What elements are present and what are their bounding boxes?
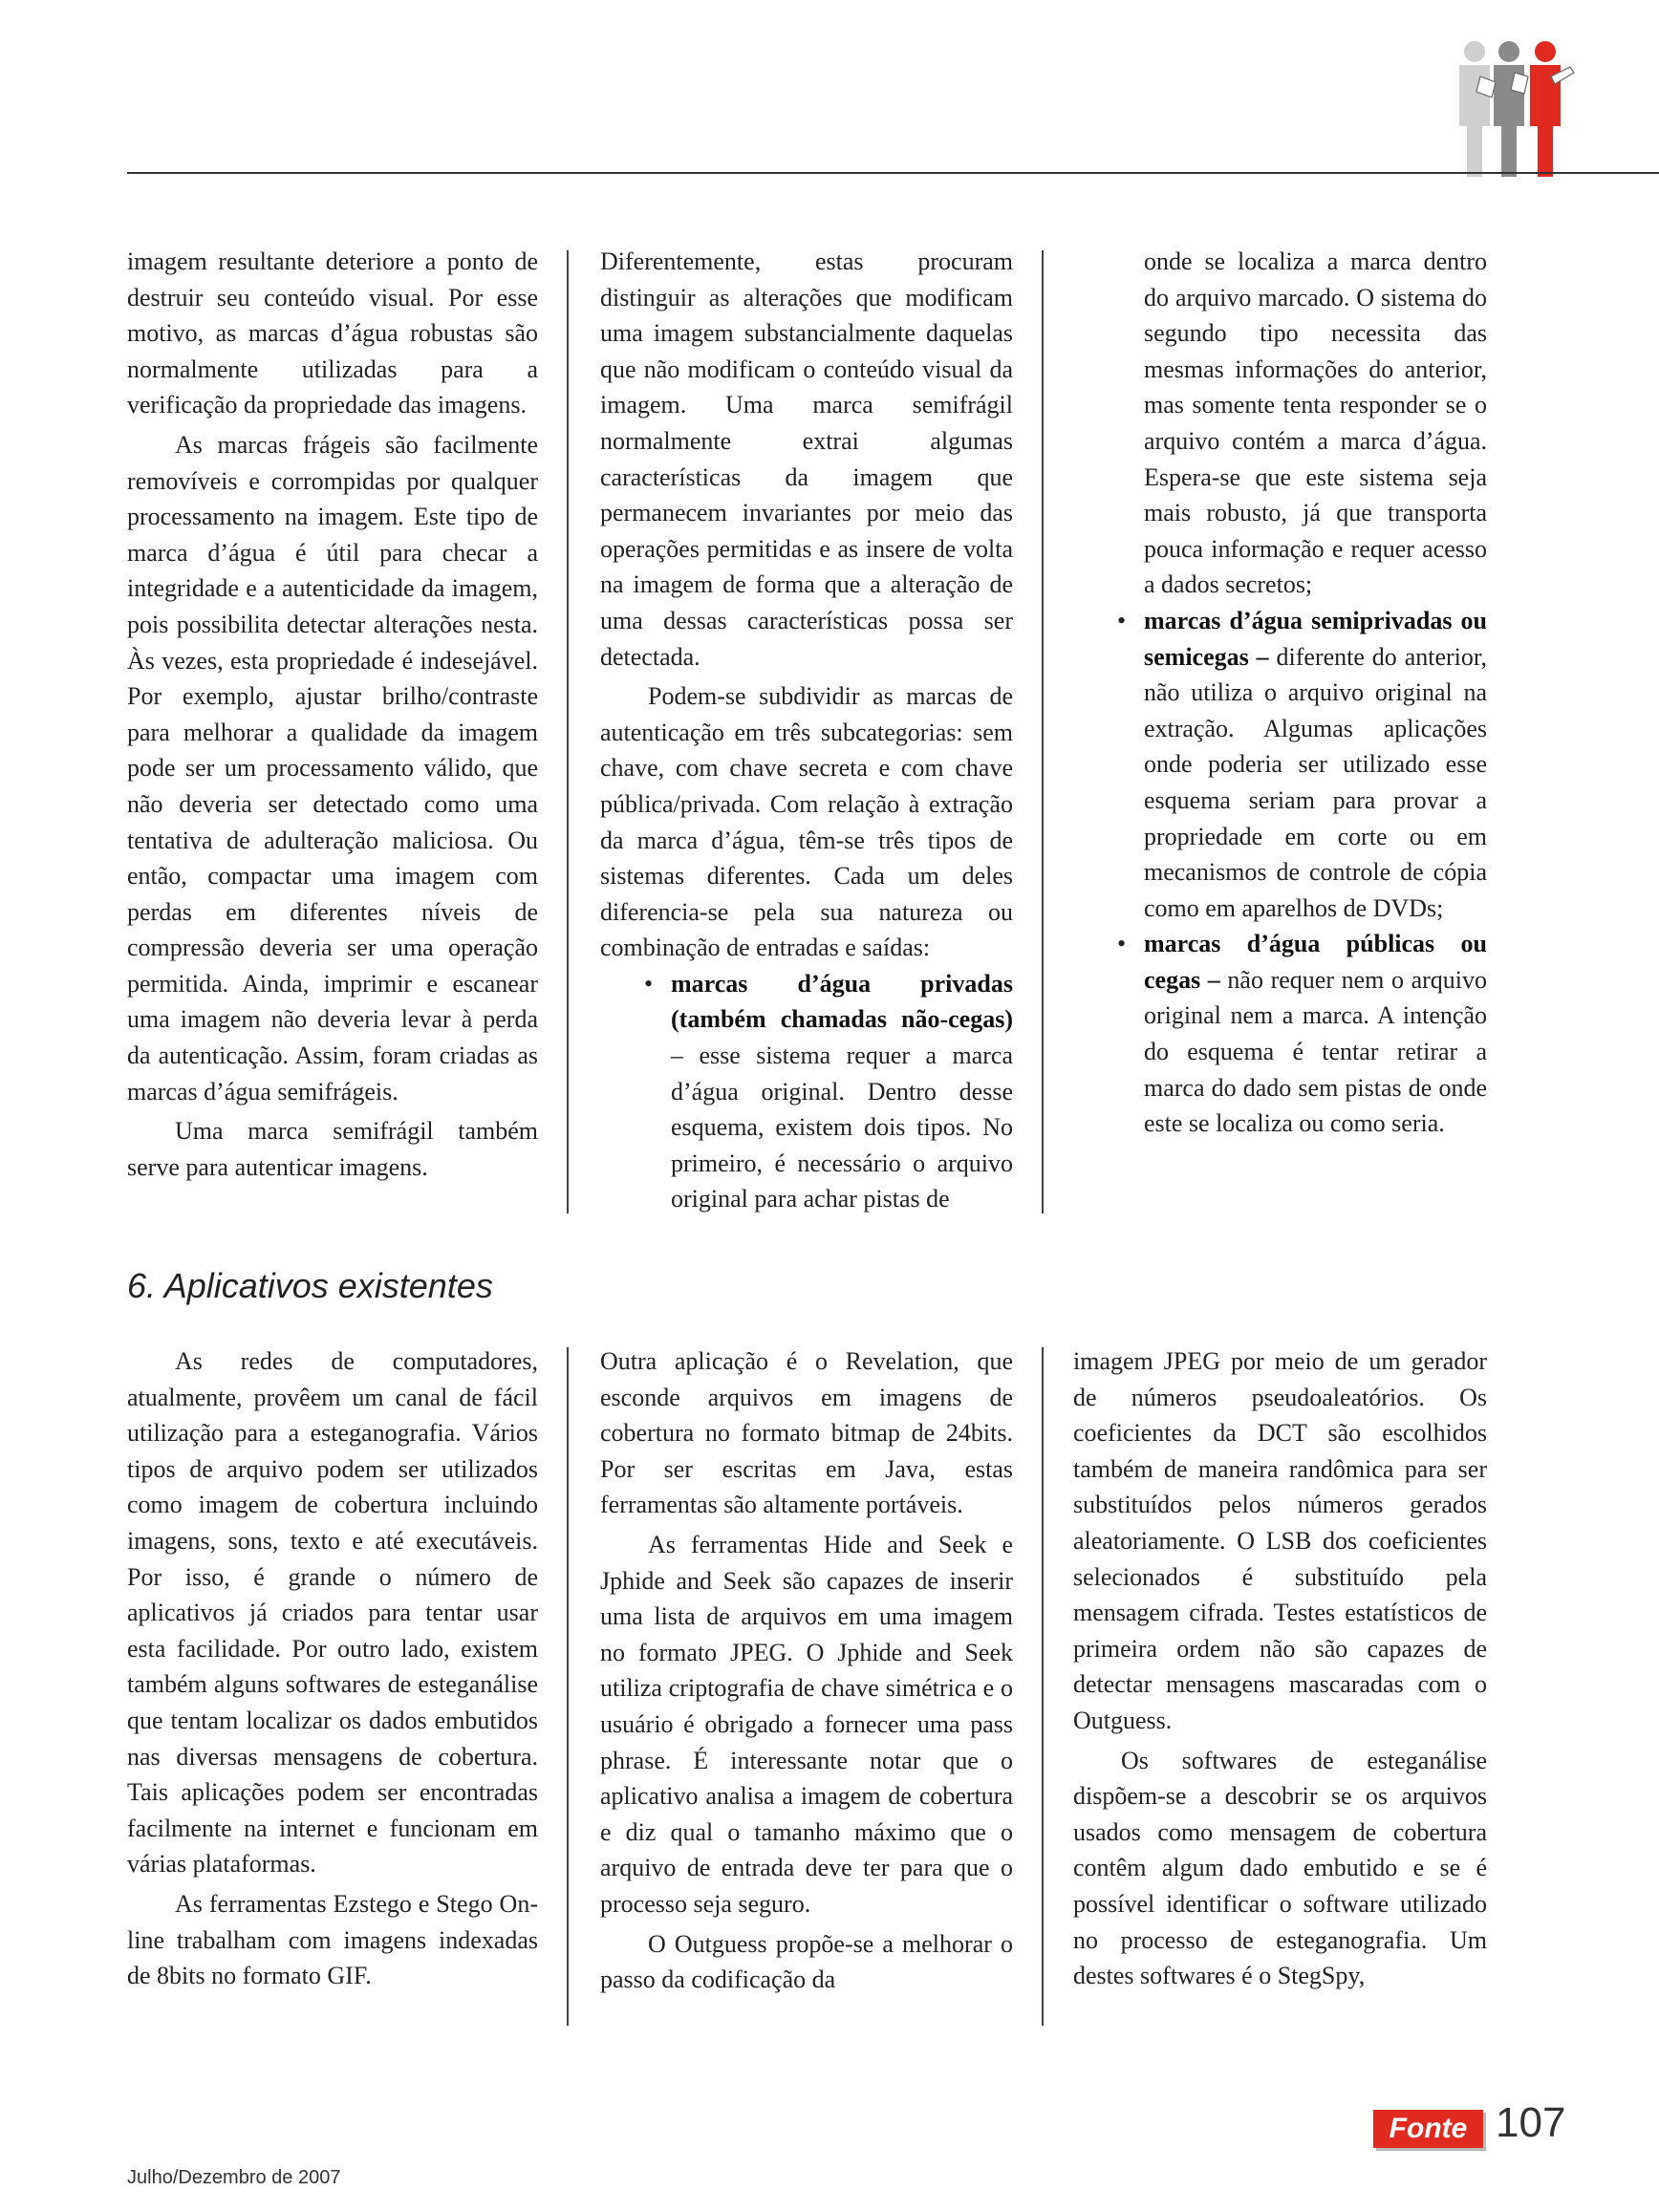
list-item-term: marcas d’água semiprivadas ou semicegas – <box>1144 606 1487 671</box>
paragraph: As marcas frágeis são facilmente removíveis e corrompidas por qualquer processamento na imagem. Este tipo de marca d’água é útil para checar a integridade e a autenticidade da imagem, pois possibilita detectar alterações nesta. Às vezes, esta propriedade é indesejável. Por exemplo, ajustar brilho/contraste para melhorar a qualidade da imagem pode ser um processamento válido, que não deveria ser detectado como uma tentativa de adulteração maliciosa. Ou então, compactar uma imagem com perdas em diferentes níveis de compressão deveria ser uma operação permitida. Ainda, imprimir e escanear uma imagem não deveria levar à perda da autenticação. Assim, foram criadas as marcas d’água semifrágeis. <box>127 430 538 1106</box>
list-item-text: onde se localiza a marca dentro do arquivo marcado. O sistema do segundo tipo necessita das mesmas informações do anterior, mas somente tenta responder se o arquivo contém a marca d’água. Espera-se que este sistema seja mais robusto, já que transporta pouca informação e requer acesso a dados secretos; <box>1144 247 1487 599</box>
list-item <box>1111 926 1487 1142</box>
paragraph: As ferramentas Hide and Seek e Jphide and Seek são capazes de inserir uma lista de arquivos em uma imagem no formato JPEG. O Jphide and Seek utiliza criptografia de chave simétrica e o usuário é obrigado a fornecer uma pass phrase. É interessante notar que o aplicativo analisa a imagem de cobertura e diz qual o tamanho máximo que o arquivo de entrada deve ter para que o processo seja seguro. <box>600 1530 1013 1918</box>
paragraph: Podem-se subdividir as marcas de autenticação em três subcategorias: sem chave, com chave secreta e com chave pública/privada. Com relação à extração da marca d’água, têm-se três tipos de sistemas diferentes. Cada um deles diferencia-se pela sua natureza ou combinação de entradas e saídas: <box>600 682 1013 962</box>
column-divider <box>1042 250 1044 1213</box>
list-item-text: diferente do anterior, não utiliza o arquivo original na extração. Algumas aplicações onde poderia ser utilizado esse esquema seriam para provar a propriedade em corte ou em mecanismos de controle de cópia como em aparelhos de DVDs; <box>1144 642 1487 922</box>
column-divider <box>1042 1347 1044 2026</box>
list-item-term: marcas d’água privadas (também chamadas não-cegas) <box>671 969 1013 1034</box>
list-item <box>1111 603 1487 926</box>
list-item <box>600 966 1013 1217</box>
top-column-1 <box>127 244 538 1185</box>
bullet-list <box>1111 244 1487 1142</box>
paragraph: O Outguess propõe-se a melhorar o passo da codificação da <box>600 1929 1013 1994</box>
header-rule <box>127 172 1659 174</box>
list-item-term: marcas d’água públicas ou cegas – <box>1144 930 1487 994</box>
list-item-text: – esse sistema requer a marca d’água original. Dentro desse esquema, existem dois tipos. No primeiro, é necessário o arquivo original para achar pistas de <box>671 1042 1013 1213</box>
paragraph: As redes de computadores, atualmente, provêem um canal de fácil utilização para a esteganografia. Vários tipos de arquivo podem ser utilizados como imagem de cobertura incluindo imagens, sons, texto e até executáveis. Por isso, é grande o número de aplicativos já criados para tentar usar esta facilidade. Por outro lado, existem também alguns softwares de esteganálise que tentam localizar os dados embutidos nas diversas mensagens de cobertura. Tais aplicações podem ser encontradas facilmente na internet e funcionam em várias plataformas. <box>127 1347 538 1879</box>
three-people-icon <box>1448 38 1577 177</box>
column-divider <box>567 1347 569 2026</box>
bottom-column-2 <box>600 1343 1013 1998</box>
bullet-icon: • <box>644 969 654 998</box>
bullet-icon: • <box>1117 606 1127 634</box>
column-divider <box>567 250 569 1213</box>
paragraph: Diferentemente, estas procuram distinguir as alterações que modificam uma imagem substancialmente daquelas que não modificam o conteúdo visual da imagem. Uma marca semifrágil normalmente extrai algumas características da imagem que permanecem invariantes por meio das operações permitidas e as insere de volta na imagem de forma que a alteração de uma dessas características possa ser detectada. <box>600 247 1013 671</box>
bullet-list <box>600 966 1013 1217</box>
paragraph: Outra aplicação é o Revelation, que esconde arquivos em imagens de cobertura no formato bitmap de 24bits. Por ser escritas em Java, estas ferramentas são altamente portáveis. <box>600 1347 1013 1519</box>
paragraph: As ferramentas Ezstego e Stego On-line trabalham com imagens indexadas de 8bits no formato GIF. <box>127 1889 538 1990</box>
bottom-column-3 <box>1073 1343 1487 1994</box>
paragraph: Os softwares de esteganálise dispõem-se a descobrir se os arquivos usados como mensagem de cobertura contêm algum dado embutido e se é possível identificar o software utilizado no processo de esteganografia. Um destes softwares é o StegSpy, <box>1073 1746 1487 1990</box>
paragraph: imagem resultante deteriore a ponto de destruir seu conteúdo visual. Por esse motivo, as marcas d’água robustas são normalmente utilizadas para a verificação da propriedade das imagens. <box>127 247 538 419</box>
list-item-text: não requer nem o arquivo original nem a marca. A intenção do esquema é tentar retirar a marca do dado sem pistas de onde este se localiza ou como seria. <box>1144 965 1487 1138</box>
list-item <box>1111 244 1487 603</box>
bullet-icon: • <box>1117 930 1127 958</box>
top-column-3 <box>1111 244 1487 1142</box>
paragraph: Uma marca semifrágil também serve para autenticar imagens. <box>127 1117 538 1181</box>
brand-logo: Fonte <box>1373 2110 1483 2148</box>
page-number: 107 <box>1496 2099 1566 2146</box>
top-column-2 <box>600 244 1013 1217</box>
footer-date: Julho/Dezembro de 2007 <box>127 2167 341 2188</box>
bottom-column-1 <box>127 1343 538 1994</box>
section-title: 6. Aplicativos existentes <box>127 1266 493 1305</box>
paragraph: imagem JPEG por meio de um gerador de números pseudoaleatórios. Os coeficientes da DCT são escolhidos também de maneira randômica para ser substituídos pelos números gerados aleatoriamente. O LSB dos coeficientes selecionados é substituído pela mensagem cifrada. Testes estatísticos de primeira ordem não são capazes de detectar mensagens mascaradas com o Outguess. <box>1073 1347 1487 1734</box>
